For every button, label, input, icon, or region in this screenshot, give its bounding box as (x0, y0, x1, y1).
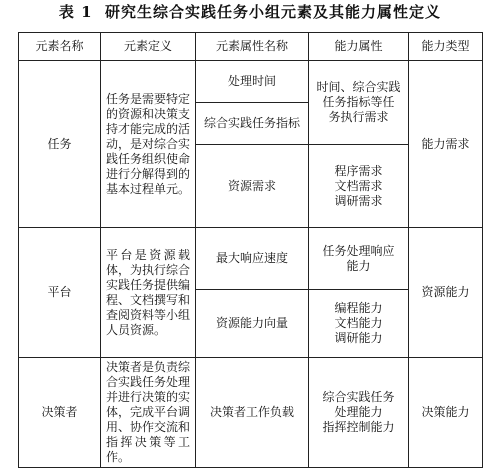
attribute-max-response-speed: 最大响应速度 (196, 228, 309, 290)
ability-type-task: 能力需求 (409, 61, 483, 228)
table-caption (0, 2, 500, 22)
table-header-row (19, 33, 483, 61)
attribute-processing-time: 处理时间 (196, 61, 309, 103)
ability-line: 程序需求 (334, 163, 383, 178)
attribute-task-indicator: 综合实践任务指标 (196, 103, 309, 145)
attribute-resource-capability-vector: 资源能力向量 (196, 290, 309, 358)
ability-execution-demand (309, 61, 409, 145)
element-name-decision-maker: 决策者 (19, 358, 101, 468)
table-row (19, 228, 483, 290)
element-definition-task: 任务是需要特定的资源和决策支持才能完成的活动，是对综合实践任务组织使命进行分解得到的基本过程单元。 (101, 61, 196, 228)
ability-response (309, 228, 409, 290)
ability-line: 综合实践任务 (322, 390, 395, 404)
table-row (19, 61, 483, 103)
ability-decision-maker (309, 358, 409, 468)
table-row (19, 358, 483, 468)
definition-table (18, 32, 483, 468)
ability-line: 调研能力 (334, 331, 383, 345)
ability-line: 能力 (346, 258, 371, 273)
table-number: 表 1 (58, 3, 93, 21)
ability-line: 时间、综合实践 (316, 80, 401, 94)
ability-line: 编程能力 (334, 301, 383, 315)
attribute-resource-demand: 资源需求 (196, 145, 309, 228)
ability-type-decision-maker: 决策能力 (409, 358, 483, 468)
header-element-definition: 元素定义 (101, 33, 196, 61)
ability-type-platform: 资源能力 (409, 228, 483, 358)
ability-line: 处理能力 (334, 405, 383, 419)
element-definition-decision-maker: 决策者是负责综合实践任务处理并进行决策的实体，完成平台调用、协作交流和指挥决策等工作。 (101, 358, 196, 468)
attribute-decision-maker-workload: 决策者工作负载 (196, 358, 309, 468)
ability-line: 任务处理响应 (322, 243, 395, 258)
header-ability-attribute: 能力属性 (309, 33, 409, 61)
element-name-task: 任务 (19, 61, 101, 228)
header-ability-type: 能力类型 (409, 33, 483, 61)
header-attribute-name: 元素属性名称 (196, 33, 309, 61)
header-element-name: 元素名称 (19, 33, 101, 61)
element-name-platform: 平台 (19, 228, 101, 358)
ability-line: 任务指标等任 (322, 95, 395, 109)
ability-line: 务执行需求 (328, 110, 389, 124)
ability-line: 文档能力 (334, 316, 383, 330)
ability-resource-demand (309, 145, 409, 228)
table-title: 研究生综合实践任务小组元素及其能力属性定义 (105, 3, 442, 21)
ability-line: 调研需求 (334, 193, 383, 208)
ability-line: 指挥控制能力 (322, 420, 395, 434)
ability-line: 文档需求 (334, 178, 383, 193)
element-definition-platform: 平台是资源载体，为执行综合实践任务提供编程、文档撰写和查阅资料等小组人员资源。 (101, 228, 196, 358)
ability-resource-capability (309, 290, 409, 358)
